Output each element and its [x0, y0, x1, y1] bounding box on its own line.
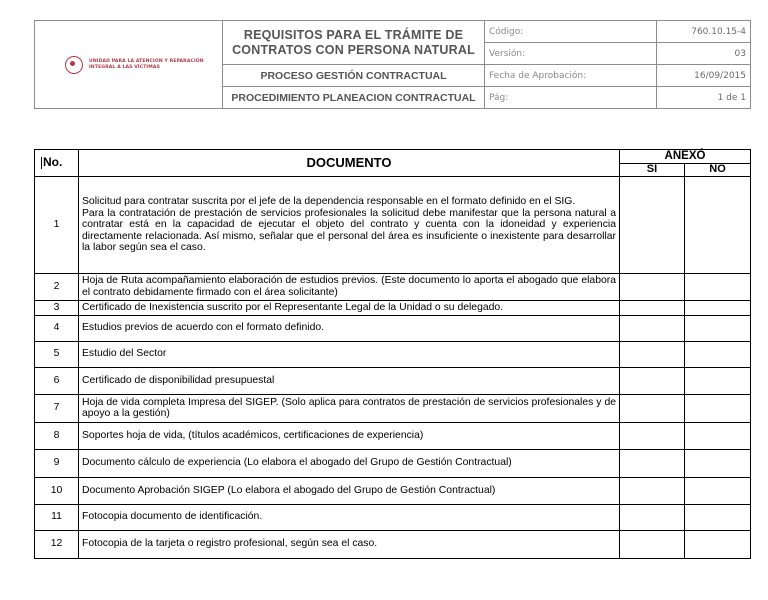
checkbox-cell-yes[interactable] — [620, 504, 685, 530]
meta-label-approval-date: Fecha de Aprobación: — [485, 65, 657, 87]
meta-value-approval-date: 16/09/2015 — [657, 65, 751, 87]
row-document: Hoja de vida completa Impresa del SIGEP. (Solo aplica para contratos de prestación de servicios profesionales y de apoyo a la gestión) — [79, 394, 620, 422]
checkbox-cell-no[interactable] — [685, 177, 751, 274]
seal-icon — [65, 56, 83, 74]
checkbox-cell-no[interactable] — [685, 504, 751, 530]
row-number: 2 — [35, 274, 79, 301]
row-number: 11 — [35, 504, 79, 530]
table-row — [35, 530, 751, 558]
row-document: Fotocopia de la tarjeta o registro profesional, según sea el caso. — [79, 530, 620, 558]
logo-text: UNIDAD PARA LA ATENCIÓN Y REPARACIÓN INTEGRAL A LAS VÍCTIMAS — [89, 58, 204, 70]
checkbox-cell-no[interactable] — [685, 477, 751, 504]
checkbox-cell-no[interactable] — [685, 315, 751, 341]
checkbox-cell-no[interactable] — [685, 422, 751, 449]
row-document-paragraph: Solicitud para contratar suscrita por el jefe de la dependencia responsable en el formato definido en el SIG. — [82, 196, 576, 208]
table-row — [35, 341, 751, 367]
table-row — [35, 449, 751, 477]
row-number: 9 — [35, 449, 79, 477]
row-document: Certificado de disponibilidad presupuestal — [79, 367, 620, 394]
column-header-document: DOCUMENTO — [79, 150, 620, 177]
row-number: 7 — [35, 394, 79, 422]
meta-value-code: 760.10.15-4 — [657, 21, 751, 43]
checkbox-cell-yes[interactable] — [620, 315, 685, 341]
institution-logo — [39, 56, 218, 74]
row-number: 6 — [35, 367, 79, 394]
row-number: 1 — [35, 177, 79, 274]
checkbox-cell-yes[interactable] — [620, 449, 685, 477]
table-row — [35, 504, 751, 530]
row-document: Estudios previos de acuerdo con el formato definido. — [79, 315, 620, 341]
checkbox-cell-no[interactable] — [685, 341, 751, 367]
column-header-no: NO — [685, 164, 751, 177]
checkbox-cell-yes[interactable] — [620, 341, 685, 367]
checkbox-cell-yes[interactable] — [620, 530, 685, 558]
checkbox-cell-yes[interactable] — [620, 301, 685, 316]
meta-value-page: 1 de 1 — [657, 87, 751, 109]
checkbox-cell-no[interactable] — [685, 274, 751, 301]
meta-value-version: 03 — [657, 43, 751, 65]
table-row — [35, 315, 751, 341]
requirements-table — [34, 149, 751, 559]
checkbox-cell-no[interactable] — [685, 530, 751, 558]
table-row — [35, 367, 751, 394]
process-name: PROCESO GESTIÓN CONTRACTUAL — [223, 65, 485, 87]
row-number: 5 — [35, 341, 79, 367]
table-row — [35, 177, 751, 274]
checkbox-cell-no[interactable] — [685, 449, 751, 477]
checkbox-cell-yes[interactable] — [620, 422, 685, 449]
logo-cell — [35, 21, 223, 109]
meta-label-page: Pág: — [485, 87, 657, 109]
row-number: 3 — [35, 301, 79, 316]
row-document: Documento cálculo de experiencia (Lo elabora el abogado del Grupo de Gestión Contractual) — [79, 449, 620, 477]
document-title: REQUISITOS PARA EL TRÁMITE DE CONTRATOS CON PERSONA NATURAL — [223, 21, 485, 65]
row-document: Hoja de Ruta acompañamiento elaboración de estudios previos. (Este documento lo aporta el abogado que elabora el contrato debidamente firmado con el área solicitante) — [79, 274, 620, 301]
table-row — [35, 394, 751, 422]
row-document: Documento Aprobación SIGEP (Lo elabora el abogado del Grupo de Gestión Contractual) — [79, 477, 620, 504]
text-cursor — [41, 157, 42, 169]
procedure-name: PROCEDIMIENTO PLANEACION CONTRACTUAL — [223, 87, 485, 109]
row-document — [79, 177, 620, 274]
checkbox-cell-no[interactable] — [685, 301, 751, 316]
table-row — [35, 301, 751, 316]
checkbox-cell-yes[interactable] — [620, 367, 685, 394]
row-number: 4 — [35, 315, 79, 341]
checkbox-cell-yes[interactable] — [620, 274, 685, 301]
row-document-paragraph: Para la contratación de prestación de servicios profesionales la solicitud debe manifestar que la persona natural a contratar está en la capacidad de ejecutar el objeto del contrato y cuenta con la idoneidad y experiencia directamente relacionada. Así mismo, señalar que el personal del área es insuficiente o inexistente para desarrollar la labor según sea el caso. — [82, 207, 616, 254]
row-number: 8 — [35, 422, 79, 449]
table-row — [35, 422, 751, 449]
checkbox-cell-yes[interactable] — [620, 394, 685, 422]
table-row — [35, 477, 751, 504]
row-number: 10 — [35, 477, 79, 504]
column-header-number: No. — [35, 150, 79, 177]
column-header-annexed: ANEXÓ — [620, 150, 751, 164]
checkbox-cell-yes[interactable] — [620, 177, 685, 274]
meta-label-code: Código: — [485, 21, 657, 43]
row-number: 12 — [35, 530, 79, 558]
row-document: Soportes hoja de vida, (títulos académicos, certificaciones de experiencia) — [79, 422, 620, 449]
row-document: Estudio del Sector — [79, 341, 620, 367]
column-header-yes: SI — [620, 164, 685, 177]
row-document: Fotocopia documento de identificación. — [79, 504, 620, 530]
row-document: Certificado de Inexistencia suscrito por el Representante Legal de la Unidad o su delegado. — [79, 301, 620, 316]
table-row — [35, 274, 751, 301]
document-header-grid — [34, 20, 751, 109]
checkbox-cell-no[interactable] — [685, 367, 751, 394]
checkbox-cell-yes[interactable] — [620, 477, 685, 504]
meta-label-version: Versión: — [485, 43, 657, 65]
checkbox-cell-no[interactable] — [685, 394, 751, 422]
